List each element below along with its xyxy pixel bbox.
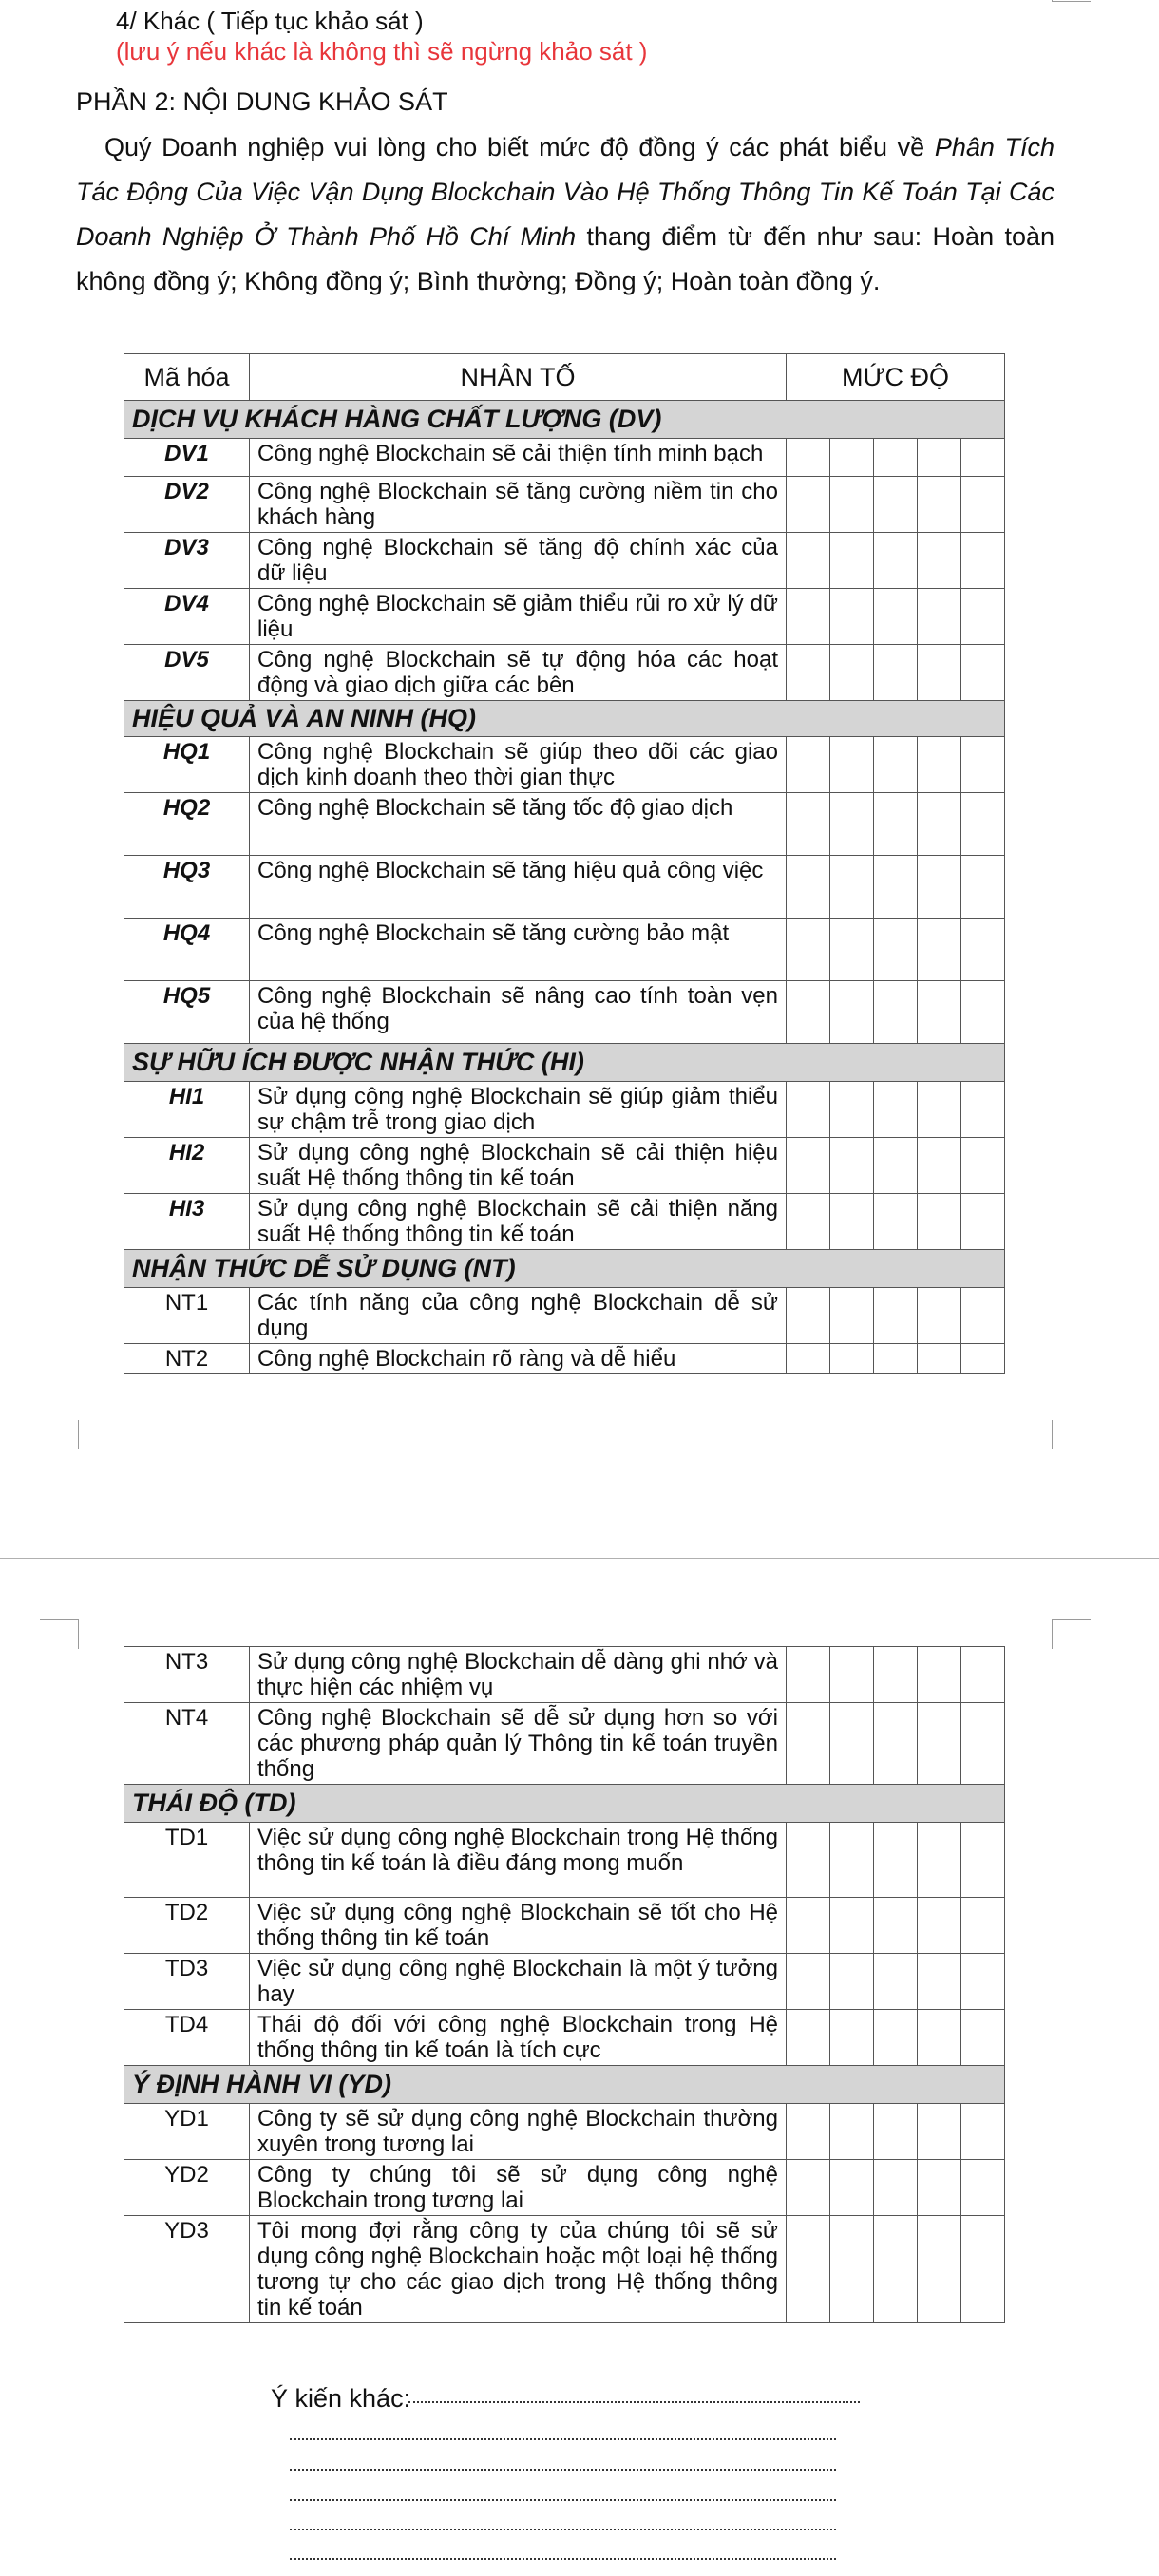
rating-checkbox-1[interactable]	[787, 589, 830, 645]
group-row	[124, 2066, 1005, 2104]
rating-checkbox-5[interactable]	[961, 1288, 1005, 1344]
rating-checkbox-3[interactable]	[874, 1194, 918, 1250]
rating-checkbox-3[interactable]	[874, 1138, 918, 1194]
item-row	[124, 2104, 1005, 2160]
rating-checkbox-3[interactable]	[874, 793, 918, 856]
rating-checkbox-1[interactable]	[787, 2216, 830, 2323]
item-row	[124, 439, 1005, 477]
item-statement: Việc sử dụng công nghệ Blockchain trong Hệ thống thông tin kế toán là điều đáng mong muốn	[250, 1823, 787, 1898]
item-code: NT2	[124, 1344, 250, 1374]
item-row	[124, 1344, 1005, 1374]
rating-checkbox-1[interactable]	[787, 919, 830, 981]
item-statement: Công nghệ Blockchain sẽ tăng độ chính xác của dữ liệu	[250, 533, 787, 589]
group-title: NHẬN THỨC DỄ SỬ DỤNG (NT)	[124, 1250, 1005, 1288]
item-row	[124, 1898, 1005, 1954]
rating-checkbox-5[interactable]	[961, 1647, 1005, 1703]
rating-checkbox-5[interactable]	[961, 737, 1005, 793]
item-row	[124, 589, 1005, 645]
rating-checkbox-5[interactable]	[961, 645, 1005, 701]
rating-checkbox-1[interactable]	[787, 533, 830, 589]
opinion-line[interactable]	[408, 2401, 860, 2403]
item-statement: Sử dụng công nghệ Blockchain dễ dàng ghi nhớ và thực hiện các nhiệm vụ	[250, 1647, 787, 1703]
rating-checkbox-2[interactable]	[830, 477, 874, 533]
rating-checkbox-5[interactable]	[961, 2216, 1005, 2323]
item-statement: Công nghệ Blockchain sẽ giảm thiểu rủi ro xử lý dữ liệu	[250, 589, 787, 645]
item-code: HI2	[124, 1138, 250, 1194]
rating-checkbox-5[interactable]	[961, 1703, 1005, 1785]
rating-checkbox-5[interactable]	[961, 2010, 1005, 2066]
item-code: HQ1	[124, 737, 250, 793]
rating-checkbox-3[interactable]	[874, 1823, 918, 1898]
opinion-line[interactable]	[290, 2529, 836, 2530]
rating-checkbox-4[interactable]	[918, 1194, 961, 1250]
item-code: YD3	[124, 2216, 250, 2323]
item-statement: Công nghệ Blockchain rõ ràng và dễ hiểu	[250, 1344, 787, 1374]
group-title: THÁI ĐỘ (TD)	[124, 1785, 1005, 1823]
rating-checkbox-4[interactable]	[918, 1138, 961, 1194]
rating-checkbox-1[interactable]	[787, 856, 830, 919]
rating-checkbox-4[interactable]	[918, 737, 961, 793]
item-row	[124, 645, 1005, 701]
rating-checkbox-4[interactable]	[918, 2216, 961, 2323]
rating-checkbox-2[interactable]	[830, 589, 874, 645]
item-statement: Công nghệ Blockchain sẽ cải thiện tính minh bạch	[250, 439, 787, 477]
group-row	[124, 701, 1005, 737]
rating-checkbox-1[interactable]	[787, 793, 830, 856]
item-code: DV2	[124, 477, 250, 533]
rating-checkbox-2[interactable]	[830, 1823, 874, 1898]
rating-checkbox-3[interactable]	[874, 981, 918, 1044]
rating-checkbox-4[interactable]	[918, 1647, 961, 1703]
rating-checkbox-1[interactable]	[787, 477, 830, 533]
item-statement: Công nghệ Blockchain sẽ tăng cường niềm tin cho khách hàng	[250, 477, 787, 533]
group-row	[124, 1785, 1005, 1823]
rating-checkbox-4[interactable]	[918, 2104, 961, 2160]
rating-checkbox-3[interactable]	[874, 1647, 918, 1703]
rating-checkbox-5[interactable]	[961, 477, 1005, 533]
rating-checkbox-5[interactable]	[961, 439, 1005, 477]
rating-checkbox-1[interactable]	[787, 1647, 830, 1703]
q4-note: (lưu ý nếu khác là không thì sẽ ngừng khảo sát )	[116, 37, 648, 66]
item-code: HQ5	[124, 981, 250, 1044]
rating-checkbox-3[interactable]	[874, 589, 918, 645]
rating-checkbox-3[interactable]	[874, 1344, 918, 1374]
rating-checkbox-4[interactable]	[918, 1898, 961, 1954]
item-row	[124, 2160, 1005, 2216]
section-title: PHẦN 2: NỘI DUNG KHẢO SÁT	[76, 87, 448, 116]
rating-checkbox-4[interactable]	[918, 919, 961, 981]
rating-checkbox-1[interactable]	[787, 1082, 830, 1138]
rating-checkbox-3[interactable]	[874, 856, 918, 919]
rating-checkbox-3[interactable]	[874, 1703, 918, 1785]
rating-checkbox-2[interactable]	[830, 1194, 874, 1250]
rating-checkbox-1[interactable]	[787, 2010, 830, 2066]
item-code: HQ4	[124, 919, 250, 981]
rating-checkbox-2[interactable]	[830, 1288, 874, 1344]
group-row	[124, 401, 1005, 439]
rating-checkbox-2[interactable]	[830, 1344, 874, 1374]
rating-checkbox-4[interactable]	[918, 589, 961, 645]
item-row	[124, 919, 1005, 981]
item-row	[124, 1138, 1005, 1194]
item-statement: Công ty chúng tôi sẽ sử dụng công nghệ Blockchain trong tương lai	[250, 2160, 787, 2216]
other-opinion-label: Ý kiến khác:	[271, 2384, 411, 2413]
rating-checkbox-5[interactable]	[961, 981, 1005, 1044]
rating-checkbox-3[interactable]	[874, 1898, 918, 1954]
rating-checkbox-2[interactable]	[830, 1647, 874, 1703]
rating-checkbox-1[interactable]	[787, 2160, 830, 2216]
rating-checkbox-1[interactable]	[787, 1194, 830, 1250]
page-break	[0, 1558, 1159, 1559]
rating-checkbox-2[interactable]	[830, 2010, 874, 2066]
item-code: TD1	[124, 1823, 250, 1898]
item-code: NT1	[124, 1288, 250, 1344]
rating-checkbox-4[interactable]	[918, 645, 961, 701]
item-row	[124, 1823, 1005, 1898]
rating-checkbox-1[interactable]	[787, 1703, 830, 1785]
item-code: HQ3	[124, 856, 250, 919]
rating-checkbox-2[interactable]	[830, 737, 874, 793]
rating-checkbox-5[interactable]	[961, 919, 1005, 981]
rating-checkbox-1[interactable]	[787, 439, 830, 477]
rating-checkbox-2[interactable]	[830, 1703, 874, 1785]
rating-checkbox-5[interactable]	[961, 856, 1005, 919]
item-row	[124, 793, 1005, 856]
item-statement: Công nghệ Blockchain sẽ nâng cao tính toàn vẹn của hệ thống	[250, 981, 787, 1044]
survey-table-part2	[124, 1646, 1005, 2323]
rating-checkbox-5[interactable]	[961, 793, 1005, 856]
rating-checkbox-3[interactable]	[874, 2010, 918, 2066]
item-row	[124, 533, 1005, 589]
item-code: DV1	[124, 439, 250, 477]
opinion-line[interactable]	[290, 2499, 836, 2501]
rating-checkbox-1[interactable]	[787, 1823, 830, 1898]
page-corner-mark	[1052, 0, 1091, 2]
item-statement: Công nghệ Blockchain sẽ tăng cường bảo mật	[250, 919, 787, 981]
rating-checkbox-3[interactable]	[874, 1082, 918, 1138]
rating-checkbox-2[interactable]	[830, 2160, 874, 2216]
rating-checkbox-2[interactable]	[830, 645, 874, 701]
item-row	[124, 1954, 1005, 2010]
header-factor: NHÂN TỐ	[250, 354, 787, 401]
item-code: YD2	[124, 2160, 250, 2216]
item-row	[124, 737, 1005, 793]
rating-checkbox-4[interactable]	[918, 1288, 961, 1344]
item-row	[124, 2216, 1005, 2323]
rating-checkbox-3[interactable]	[874, 1288, 918, 1344]
item-code: DV3	[124, 533, 250, 589]
rating-checkbox-4[interactable]	[918, 439, 961, 477]
group-row	[124, 1044, 1005, 1082]
item-statement: Tôi mong đợi rằng công ty của chúng tôi sẽ sử dụng công nghệ Blockchain hoặc một loại hệ thống tương tự cho các giao dịch trong Hệ thống thông tin kế toán	[250, 2216, 787, 2323]
rating-checkbox-5[interactable]	[961, 2104, 1005, 2160]
rating-checkbox-4[interactable]	[918, 533, 961, 589]
rating-checkbox-3[interactable]	[874, 2160, 918, 2216]
rating-checkbox-4[interactable]	[918, 477, 961, 533]
group-row	[124, 1250, 1005, 1288]
header-code: Mã hóa	[124, 354, 250, 401]
rating-checkbox-3[interactable]	[874, 2104, 918, 2160]
rating-checkbox-4[interactable]	[918, 2160, 961, 2216]
item-row	[124, 1647, 1005, 1703]
item-code: DV4	[124, 589, 250, 645]
rating-checkbox-3[interactable]	[874, 477, 918, 533]
rating-checkbox-1[interactable]	[787, 1344, 830, 1374]
item-code: TD4	[124, 2010, 250, 2066]
rating-checkbox-3[interactable]	[874, 2216, 918, 2323]
rating-checkbox-1[interactable]	[787, 645, 830, 701]
page-corner-mark	[1052, 1420, 1091, 1449]
item-statement: Sử dụng công nghệ Blockchain sẽ giúp giảm thiểu sự chậm trễ trong giao dịch	[250, 1082, 787, 1138]
rating-checkbox-2[interactable]	[830, 533, 874, 589]
rating-checkbox-3[interactable]	[874, 919, 918, 981]
rating-checkbox-1[interactable]	[787, 1288, 830, 1344]
rating-checkbox-5[interactable]	[961, 533, 1005, 589]
rating-checkbox-4[interactable]	[918, 2010, 961, 2066]
rating-checkbox-4[interactable]	[918, 793, 961, 856]
item-row	[124, 1194, 1005, 1250]
group-title: DỊCH VỤ KHÁCH HÀNG CHẤT LƯỢNG (DV)	[124, 401, 1005, 439]
item-row	[124, 1082, 1005, 1138]
item-code: NT4	[124, 1703, 250, 1785]
rating-checkbox-5[interactable]	[961, 1194, 1005, 1250]
item-statement: Công nghệ Blockchain sẽ tự động hóa các hoạt động và giao dịch giữa các bên	[250, 645, 787, 701]
item-statement: Sử dụng công nghệ Blockchain sẽ cải thiện hiệu suất Hệ thống thông tin kế toán	[250, 1138, 787, 1194]
opinion-line[interactable]	[290, 2558, 836, 2560]
rating-checkbox-5[interactable]	[961, 1954, 1005, 2010]
header-level: MỨC ĐỘ	[787, 354, 1005, 401]
item-statement: Công ty sẽ sử dụng công nghệ Blockchain thường xuyên trong tương lai	[250, 2104, 787, 2160]
rating-checkbox-1[interactable]	[787, 981, 830, 1044]
rating-checkbox-3[interactable]	[874, 737, 918, 793]
rating-checkbox-3[interactable]	[874, 1954, 918, 2010]
rating-checkbox-5[interactable]	[961, 1082, 1005, 1138]
page-corner-mark	[40, 1619, 79, 1649]
opinion-line[interactable]	[290, 2469, 836, 2471]
rating-checkbox-5[interactable]	[961, 1823, 1005, 1898]
item-code: YD1	[124, 2104, 250, 2160]
rating-checkbox-2[interactable]	[830, 2104, 874, 2160]
rating-checkbox-1[interactable]	[787, 737, 830, 793]
q4-option-other: 4/ Khác ( Tiếp tục khảo sát )	[116, 7, 424, 35]
item-code: DV5	[124, 645, 250, 701]
rating-checkbox-5[interactable]	[961, 1898, 1005, 1954]
rating-checkbox-2[interactable]	[830, 2216, 874, 2323]
item-row	[124, 981, 1005, 1044]
other-opinion	[271, 2384, 410, 2414]
rating-checkbox-2[interactable]	[830, 919, 874, 981]
item-statement: Công nghệ Blockchain sẽ tăng hiệu quả công việc	[250, 856, 787, 919]
rating-checkbox-1[interactable]	[787, 1138, 830, 1194]
item-statement: Việc sử dụng công nghệ Blockchain sẽ tốt cho Hệ thống thông tin kế toán	[250, 1898, 787, 1954]
rating-checkbox-3[interactable]	[874, 439, 918, 477]
page-corner-mark	[1052, 1619, 1091, 1649]
rating-checkbox-2[interactable]	[830, 1138, 874, 1194]
group-title: Ý ĐỊNH HÀNH VI (YD)	[124, 2066, 1005, 2104]
item-code: HQ2	[124, 793, 250, 856]
section-intro: Quý Doanh nghiệp vui lòng cho biết mức độ đồng ý các phát biểu về Phân Tích Tác Động Của Việc Vận Dụng Blockchain Vào Hệ Thống Thông Tin Kế Toán Tại Các Doanh Nghiệp Ở Thành Phố Hồ Chí Minh thang điểm từ đến như sau: Hoàn toàn không đồng ý; Không đồng ý; Bình thường; Đồng ý; Hoàn toàn đồng ý.	[76, 133, 1054, 295]
rating-checkbox-2[interactable]	[830, 1954, 874, 2010]
rating-checkbox-4[interactable]	[918, 1954, 961, 2010]
rating-checkbox-2[interactable]	[830, 793, 874, 856]
item-row	[124, 2010, 1005, 2066]
rating-checkbox-5[interactable]	[961, 1344, 1005, 1374]
rating-checkbox-4[interactable]	[918, 1344, 961, 1374]
rating-checkbox-5[interactable]	[961, 2160, 1005, 2216]
item-row	[124, 1288, 1005, 1344]
rating-checkbox-1[interactable]	[787, 1954, 830, 2010]
item-code: TD3	[124, 1954, 250, 2010]
rating-checkbox-4[interactable]	[918, 1823, 961, 1898]
item-statement: Công nghệ Blockchain sẽ dễ sử dụng hơn so với các phương pháp quản lý Thông tin kế toán truyền thống	[250, 1703, 787, 1785]
item-statement: Sử dụng công nghệ Blockchain sẽ cải thiện năng suất Hệ thống thông tin kế toán	[250, 1194, 787, 1250]
item-statement: Việc sử dụng công nghệ Blockchain là một ý tưởng hay	[250, 1954, 787, 2010]
item-code: HI3	[124, 1194, 250, 1250]
item-statement: Công nghệ Blockchain sẽ giúp theo dõi các giao dịch kinh doanh theo thời gian thực	[250, 737, 787, 793]
survey-table-part1	[124, 353, 1005, 1374]
rating-checkbox-1[interactable]	[787, 2104, 830, 2160]
item-row	[124, 477, 1005, 533]
item-code: NT3	[124, 1647, 250, 1703]
item-statement: Các tính năng của công nghệ Blockchain dễ sử dụng	[250, 1288, 787, 1344]
item-code: TD2	[124, 1898, 250, 1954]
rating-checkbox-2[interactable]	[830, 856, 874, 919]
rating-checkbox-2[interactable]	[830, 981, 874, 1044]
rating-checkbox-5[interactable]	[961, 589, 1005, 645]
rating-checkbox-4[interactable]	[918, 981, 961, 1044]
item-statement: Công nghệ Blockchain sẽ tăng tốc độ giao dịch	[250, 793, 787, 856]
opinion-line[interactable]	[290, 2438, 836, 2440]
group-title: HIỆU QUẢ VÀ AN NINH (HQ)	[124, 701, 1005, 737]
rating-checkbox-5[interactable]	[961, 1138, 1005, 1194]
item-row	[124, 1703, 1005, 1785]
group-title: SỰ HỮU ÍCH ĐƯỢC NHẬN THỨC (HI)	[124, 1044, 1005, 1082]
rating-checkbox-4[interactable]	[918, 1703, 961, 1785]
rating-checkbox-3[interactable]	[874, 533, 918, 589]
item-row	[124, 856, 1005, 919]
rating-checkbox-2[interactable]	[830, 439, 874, 477]
rating-checkbox-2[interactable]	[830, 1898, 874, 1954]
rating-checkbox-3[interactable]	[874, 645, 918, 701]
rating-checkbox-4[interactable]	[918, 1082, 961, 1138]
rating-checkbox-1[interactable]	[787, 1898, 830, 1954]
item-code: HI1	[124, 1082, 250, 1138]
item-statement: Thái độ đối với công nghệ Blockchain trong Hệ thống thông tin kế toán là tích cực	[250, 2010, 787, 2066]
rating-checkbox-2[interactable]	[830, 1082, 874, 1138]
page-corner-mark	[40, 1420, 79, 1449]
rating-checkbox-4[interactable]	[918, 856, 961, 919]
